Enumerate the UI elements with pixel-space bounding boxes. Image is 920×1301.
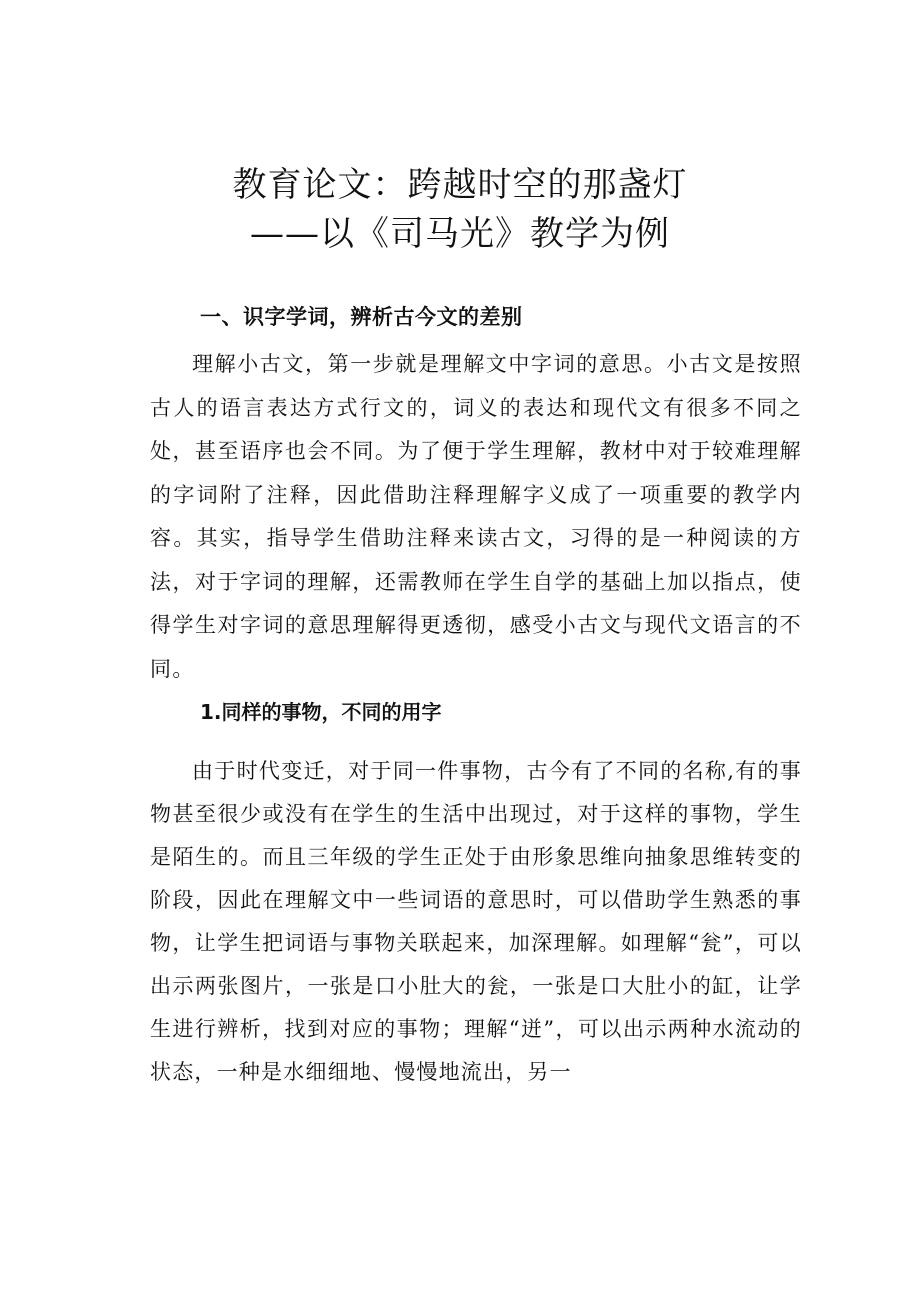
document-subtitle: ——以《司马光》教学为例 xyxy=(250,214,670,254)
section-heading: 一、识字学词，辨析古今文的差别 xyxy=(200,305,523,329)
body-paragraph: 由于时代变迁，对于同一件事物，古今有了不同的名称,有的事物甚至很少或没有在学生的生活中出现过，对于这样的事物，学生是陌生的。而且三年级的学生正处于由形象思维向抽象思维转变的阶段，因此在理解文中一些词语的意思时，可以借助学生熟悉的事物，让学生把词语与事物关联起来，加深理解。如理解“瓮”，可以出示两张图片，一张是口小肚大的瓮，一张是口大肚小的缸，让学生进行辨析，找到对应的事物；理解“迸”，可以出示两种水流动的状态，一种是水细细地、慢慢地流出，另一 xyxy=(150,759,802,1084)
body-paragraph: 理解小古文，第一步就是理解文中字词的意思。小古文是按照古人的语言表达方式行文的，词义的表达和现代文有很多不同之处，甚至语序也会不同。为了便于学生理解，教材中对于较难理解的字词附了注释，因此借助注释理解字义成了一项重要的教学内容。其实，指导学生借助注释来读古文，习得的是一种阅读的方法，对于字词的理解，还需教师在学生自学的基础上加以指点，使得学生对字词的意思理解得更透彻，感受小古文与现代文语言的不同。 xyxy=(150,352,802,681)
document-title: 教育论文：跨越时空的那盏灯 xyxy=(232,165,688,205)
subsection-heading: 1.同样的事物，不同的用字 xyxy=(200,700,442,724)
